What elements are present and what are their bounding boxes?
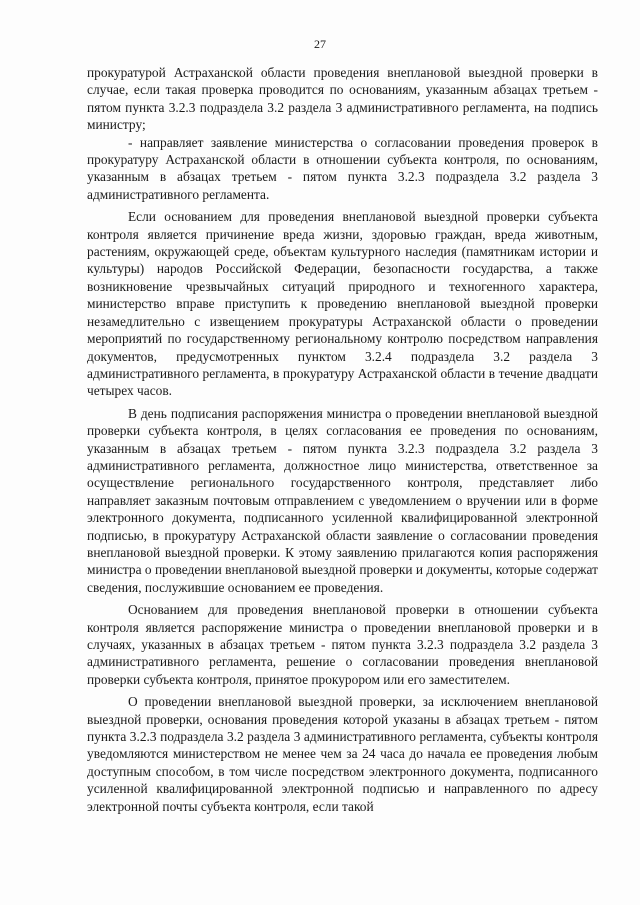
paragraph-urgent-inspection: Если основанием для проведения внеплановой выездной проверки субъекта контроля является причинение вреда жизни, здоровью граждан, вреда животным, растениям, окружающей среде, объектам культурного наследия (памятникам истории и культуры) народов Российской Федерации, безопасности государства, а также возникновение чрезвычайных ситуаций природного и техногенного характера, министерство вправе приступить к проведению внеплановой выездной проверки незамедлительно с извещением прокуратуры Астраханской области о проведении мероприятий по государственному региональному контролю посредством направления документов, предусмотренных пунктом 3.2.4 подраздела 3.2 раздела 3 административного регламента, в прокуратуру Астраханской области в течение двадцати четырех часов. [87, 209, 598, 399]
paragraph-notification: О проведении внеплановой выездной проверки, за исключением внеплановой выездной проверки, основания проведения которой указаны в абзацах третьем - пятом пункта 3.2.3 подраздела 3.2 раздела 3 административного регламента, субъекты контроля уведомляются министерством не менее чем за 24 часа до начала ее проведения любым доступным способом, в том числе посредством электронного документа, подписанного усиленной квалифицированной электронной подписью и направленного по адресу электронной почты субъекта контроля, если такой [87, 694, 598, 814]
paragraph-continuation: прокуратурой Астраханской области проведения внеплановой выездной проверки в случае, если такая проверка проводится по основаниям, указанным абзацах третьем - пятом пункта 3.2.3 подраздела 3.2 раздела 3 административного регламента, на подпись министру; [87, 65, 598, 133]
paragraph-approval-request: В день подписания распоряжения министра о проведении внеплановой выездной проверки субъекта контроля, в целях согласования ее проведения по основаниям, указанным в абзацах третьем - пятом пункта 3.2.3 подраздела 3.2 раздела 3 административного регламента, должностное лицо министерства, ответственное за осуществление регионального государственного контроля, представляет либо направляет заказным почтовым отправлением с уведомлением о вручении или в форме электронного документа, подписанного усиленной квалифицированной электронной подписью, в прокуратуру Астраханской области заявление о согласовании проведения внеплановой выездной проверки. К этому заявлению прилагаются копия распоряжения министра о проведении внеплановой выездной проверки и документы, которые содержат сведения, послужившие основанием ее проведения. [87, 405, 598, 595]
paragraph-directs-application: - направляет заявление министерства о согласовании проведения проверок в прокуратуру Астраханской области в отношении субъекта контроля, по основаниям, указанным в абзацах третьем - пятом пункта 3.2.3 подраздела 3.2 раздела 3 административного регламента. [87, 134, 598, 202]
document-body [87, 64, 598, 815]
page-number: 27 [314, 37, 326, 51]
paragraph-inspection-basis: Основанием для проведения внеплановой проверки в отношении субъекта контроля является распоряжение министра о проведении внеплановой проверки и в случаях, указанных в абзацах третьем - пятом пункта 3.2.3 подраздела 3.2 раздела 3 административного регламента, решение о согласовании проведения внеплановой проверки субъекта контроля, принятое прокурором или его заместителем. [87, 602, 598, 687]
